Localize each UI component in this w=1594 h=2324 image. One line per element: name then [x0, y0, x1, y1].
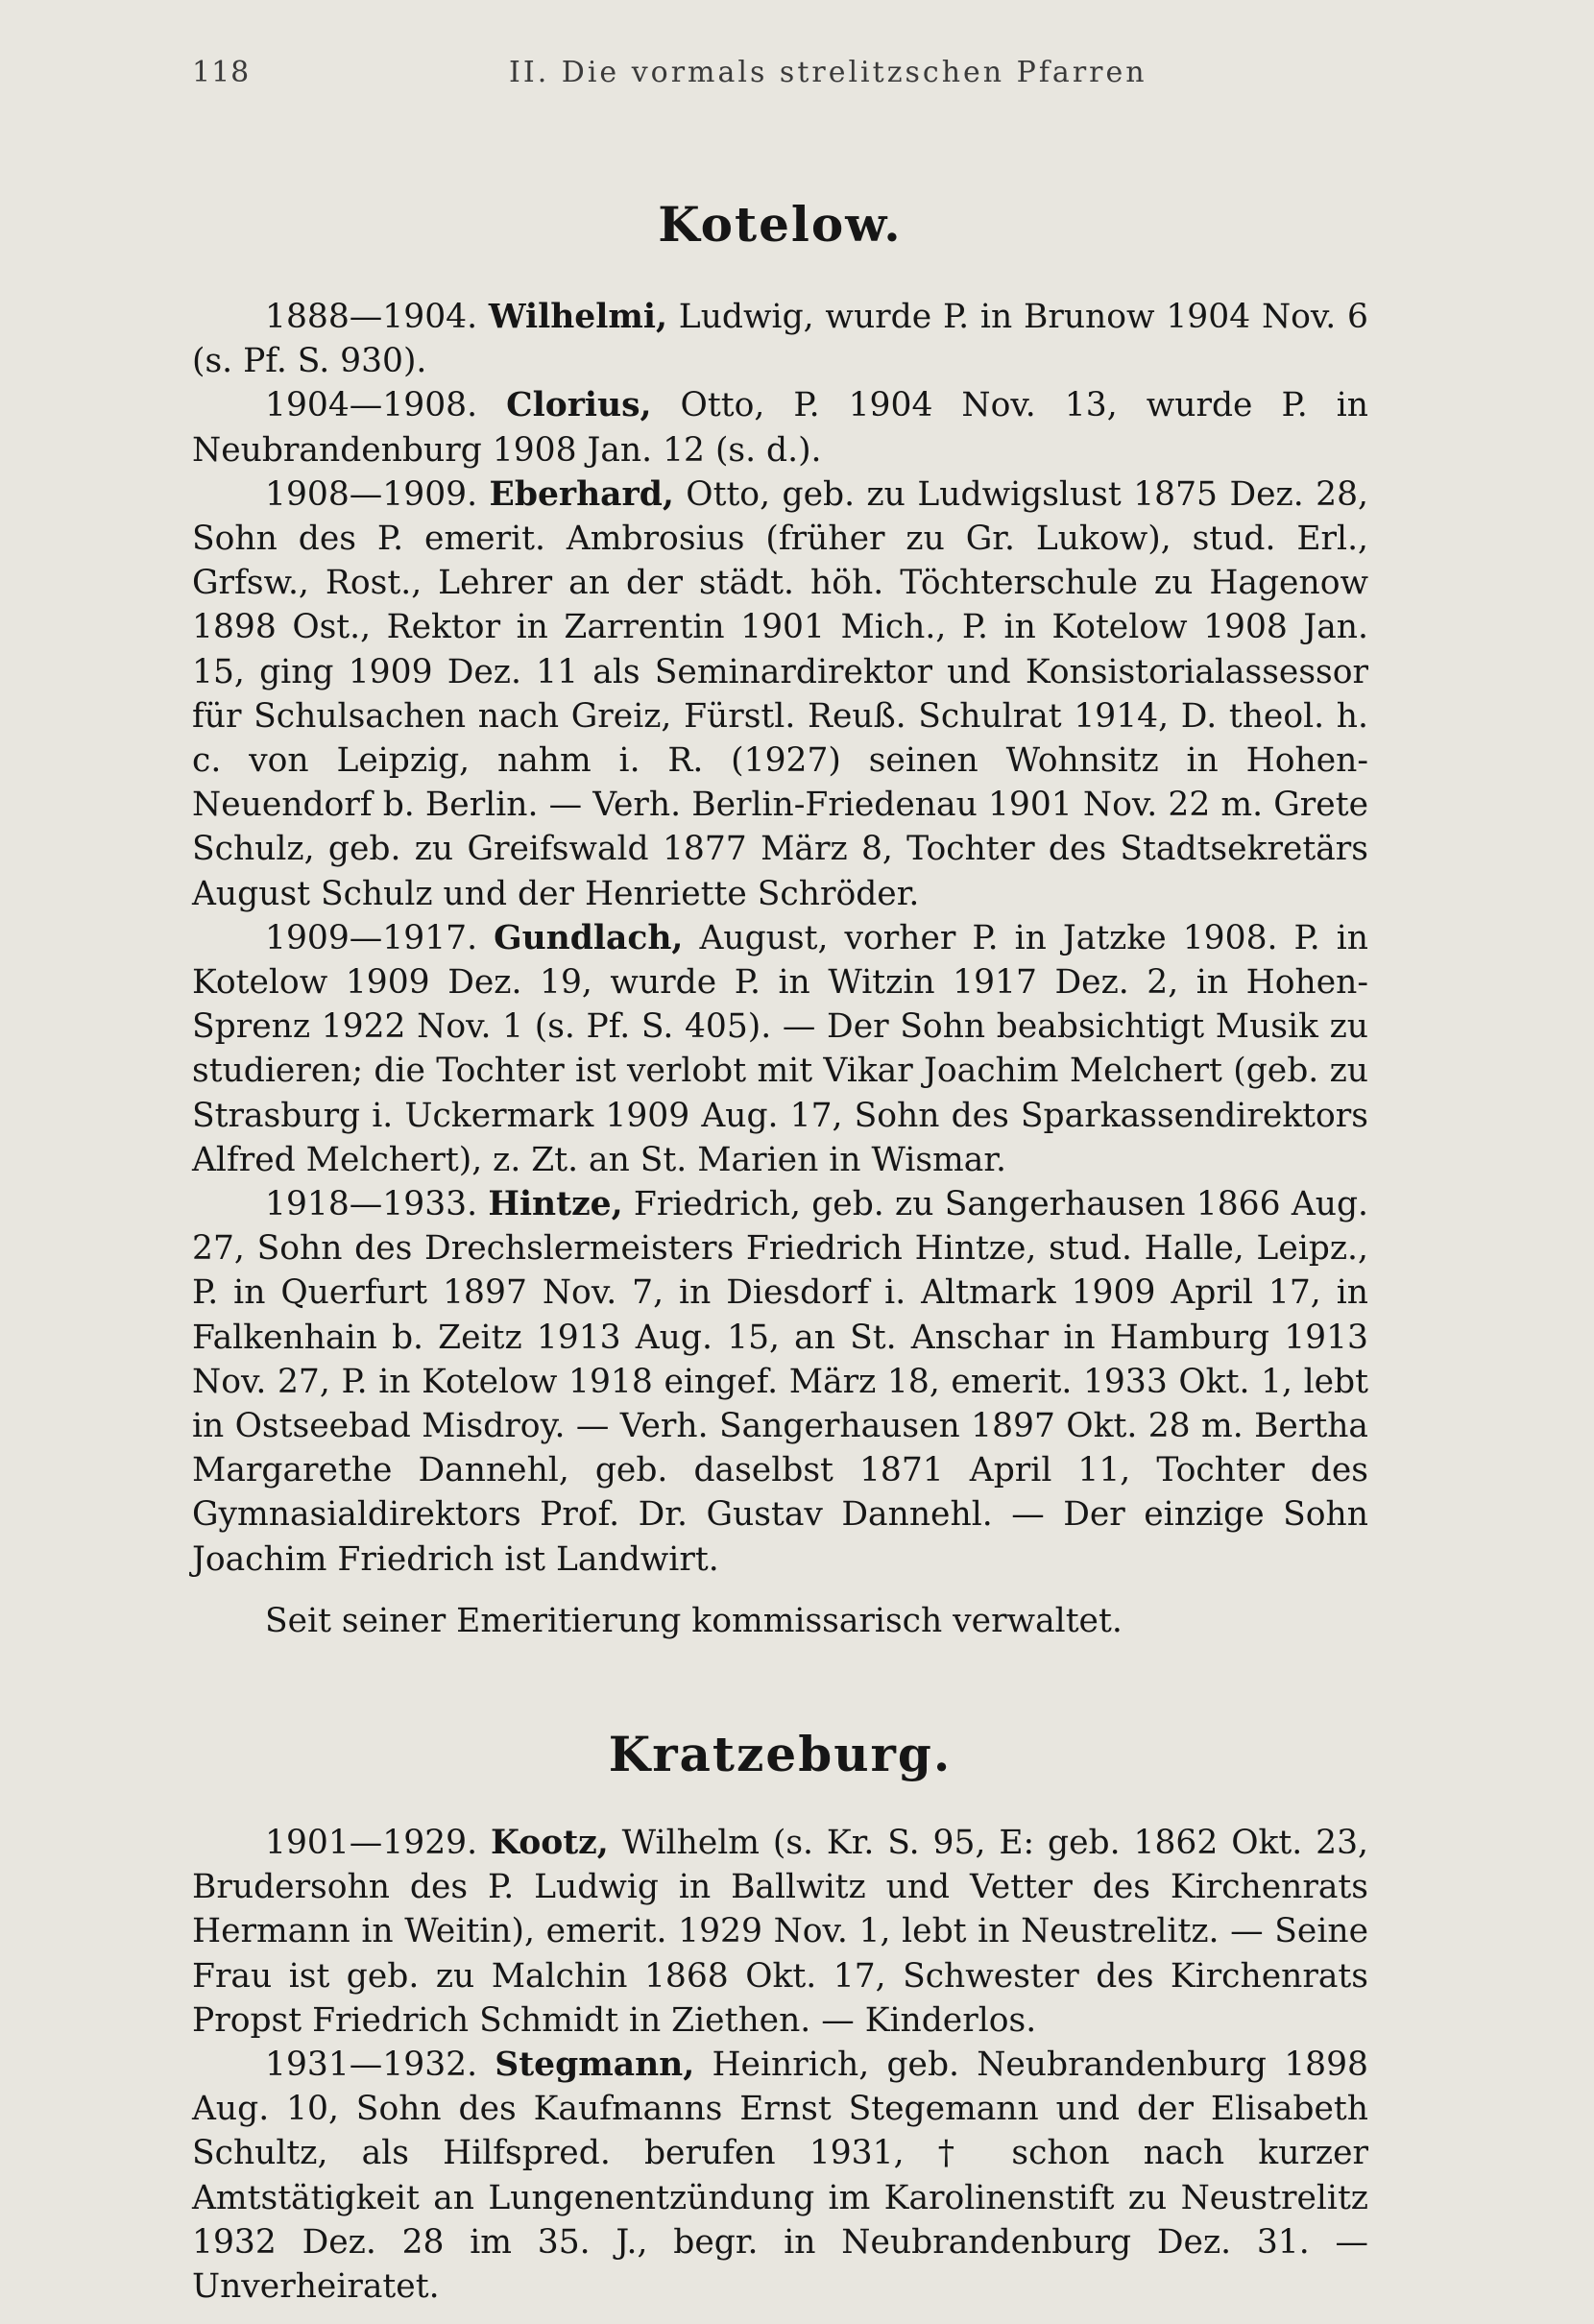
section-title-kotelow: Kotelow.: [658, 196, 903, 253]
pastor-entry: [192, 2043, 1368, 2309]
entry-name: Wilhelmi,: [488, 298, 667, 336]
pastor-entry: [192, 472, 1368, 916]
entry-text: August, vorher P. in Jatzke 1908. P. in Kotelow 1909 Dez. 19, wurde P. in Witzin 1917 Dez. 2, in Hohen-Sprenz 1922 Nov. 1 (s. Pf. S. 405). — Der Sohn beabsichtigt Musik zu studieren; die Tochter ist verlobt mit Vikar Joachim Melchert (geb. zu Strasburg i. Uckermark 1909 Aug. 17, Sohn des Sparkassendirektors Alfred Melchert), z. Zt. an St. Marien in Wismar.: [192, 918, 1368, 1179]
entry-name: Stegmann,: [495, 2045, 695, 2084]
entry-text: Ludwig, wurde P. in Brunow 1904 Nov. 6 (s. Pf. S. 930).: [192, 298, 1369, 381]
pastor-entry: [192, 383, 1368, 472]
running-header: [192, 46, 1368, 108]
entry-years: 1888—1904.: [265, 298, 478, 336]
section-note: Seit seiner Emeritierung kommissarisch verwaltet.: [265, 1601, 1123, 1640]
entry-years: 1908—1909.: [265, 474, 478, 514]
page-number: 118: [192, 56, 251, 89]
pastor-entry: [192, 295, 1368, 383]
section-title-kratzeburg: Kratzeburg.: [608, 1725, 953, 1782]
entry-text: Otto, geb. zu Ludwigslust 1875 Dez. 28, Sohn des P. emerit. Ambrosius (früher zu Gr. Lukow), stud. Erl., Grfsw., Rost., Lehrer an der städt. höh. Töchterschule zu Hagenow 1898 Ost., Rektor in Zarrentin 1901 Mich., P. in Kotelow 1908 Jan. 15, ging 1909 Dez. 11 als Seminardirektor und Konsistorialassessor für Schulsachen nach Greiz, Fürstl. Reuß. Schulrat 1914, D. theol. h. c. von Leipzig, nahm i. R. (1927) seinen Wohnsitz in Hohen-Neuendorf b. Berlin. — Verh. Berlin-Friedenau 1901 Nov. 22 m. Grete Schulz, geb. zu Greifswald 1877 März 8, Tochter des Stadtsekretärs August Schulz und der Henriette Schröder.: [192, 474, 1369, 913]
entry-text: Otto, P. 1904 Nov. 13, wurde P. in Neubrandenburg 1908 Jan. 12 (s. d.).: [192, 386, 1368, 470]
entry-name: Kootz,: [490, 1823, 609, 1862]
entry-years: 1909—1917.: [265, 918, 478, 957]
entry-years: 1918—1933.: [265, 1185, 478, 1224]
entry-text: Wilhelm (s. Kr. S. 95, E: geb. 1862 Okt. 23, Brudersohn des P. Ludwig in Ballwitz und Vetter des Kirchenrats Hermann in Weitin), emerit. 1929 Nov. 1, lebt in Neustrelitz. — Seine Frau ist geb. zu Malchin 1868 Okt. 17, Schwester des Kirchenrats Propst Friedrich Schmidt in Ziethen. — Kinderlos.: [192, 1823, 1368, 2040]
entry-name: Clorius,: [506, 386, 652, 425]
running-title: II. Die vormals strelitzschen Pfarren: [509, 56, 1147, 89]
entry-name: Eberhard,: [489, 474, 674, 514]
entry-years: 1904—1908.: [265, 386, 478, 425]
pastor-entry: [192, 1182, 1368, 1582]
entry-years: 1931—1932.: [265, 2045, 478, 2084]
entry-text: Friedrich, geb. zu Sangerhausen 1866 Aug. 27, Sohn des Drechslermeisters Friedrich Hintze, stud. Halle, Leipz., P. in Querfurt 1897 Nov. 7, in Diesdorf i. Altmark 1909 April 17, in Falkenhain b. Zeitz 1913 Aug. 15, an St. Anschar in Hamburg 1913 Nov. 27, P. in Kotelow 1918 eingef. März 18, emerit. 1933 Okt. 1, lebt in Ostseebad Misdroy. — Verh. Sangerhausen 1897 Okt. 28 m. Bertha Margarethe Dannehl, geb. daselbst 1871 April 11, Tochter des Gymnasialdirektors Prof. Dr. Gustav Dannehl. — Der einzige Sohn Joachim Friedrich ist Landwirt.: [192, 1185, 1369, 1579]
entry-name: Hintze,: [488, 1185, 623, 1224]
entry-text: Heinrich, geb. Neubrandenburg 1898 Aug. 10, Sohn des Kaufmanns Ernst Stegemann und der Elisabeth Schultz, als Hilfspred. berufen 1931, † schon nach kurzer Amtstätigkeit an Lungenentzündung im Karolinenstift zu Neustrelitz 1932 Dez. 28 im 35. J., begr. in Neubrandenburg Dez. 31. — Unverheiratet.: [192, 2045, 1368, 2306]
pastor-entry: [192, 1821, 1368, 2043]
entry-years: 1901—1929.: [265, 1823, 478, 1862]
pastor-entry: [192, 916, 1368, 1182]
entry-name: Gundlach,: [494, 918, 684, 957]
